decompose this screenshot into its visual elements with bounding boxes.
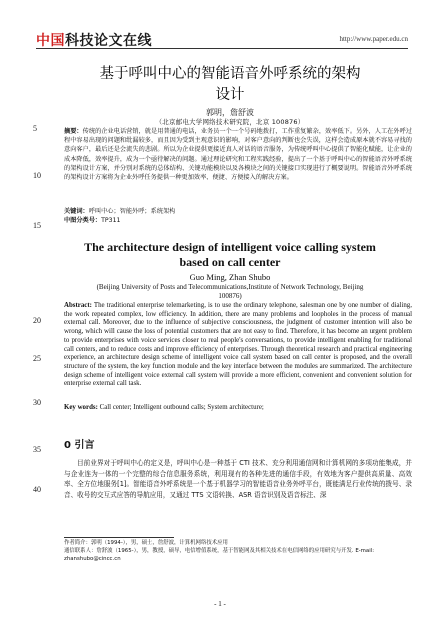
chinese-title [60,64,400,106]
english-keywords-text: Call center; Intelligent outbound calls; System architecture; [99,404,264,411]
chinese-abstract-text: 传统的企业电话营销，就是用普通的电话，业务员一个一个号码地拨打，工作重复繁杂，效率低下。另外，人工在外呼过程中容易出现的问题和纰漏较多，而且因为受到主观意识的影响，对客户意向的判断也会失误，这样会造成原本就不容易寻找的意向客户，最后还是会流失的悲剧。所以为企业提供更接近真人对话的语音服务，为传统呼叫中心提供了智能化赋能，让企业的成本降低，效率提升，成为一个亟待解决的问题。通过理论研究和工程实践经验，提出了一个基于呼叫中心的智能语音外呼系统的架构设计方案，并分别对系统的总体结构、关键功能模块以及各模块之间的关键接口实现进行了概要说明。智能语音外呼系统的架构设计方案将为企业外呼任务提供一种更加效率、便捷、方便接入的解决方案。 [64,128,412,182]
line-number: 15 [33,221,41,230]
section-heading: 0 引言 [64,440,95,451]
header-divider [36,48,408,49]
logo-part-black: 科技论文在线 [65,33,152,49]
footnote-contact: 通信联系人：詹舒波（1965-），男，教授，硕导，电信增值系统，基于智能网及其相关技术在电信网络的应用研究与开发. E-mail: zhanshubo@cincc.cn [64,548,375,562]
chinese-title-line-2: 设计 [215,87,245,103]
site-logo[interactable] [36,30,152,50]
classification-code: TP311 [101,217,121,224]
page-number: - 1 - [214,600,226,608]
english-affiliation [60,283,400,300]
chinese-abstract [64,127,412,207]
english-abstract-label: Abstract: [64,302,92,309]
english-title-line-1: The architecture design of intelligent voice calling system [84,240,376,254]
chinese-keywords-text: 呼叫中心；智能外呼；系统架构 [88,208,176,215]
logo-part-red: 中国 [36,33,65,49]
english-affiliation-line-1: (Beijing University of Posts and Telecommunications,Institute of Network Technology, Beijing [96,283,364,291]
chinese-keywords-label: 关键词： [64,208,89,215]
line-number: 20 [33,316,41,325]
chinese-affiliation: （北京邮电大学网络技术研究院，北京 100876） [155,118,305,126]
site-url-link[interactable]: http://www.paper.edu.cn [339,35,408,43]
line-number: 25 [33,354,41,363]
footnote-author-bio: 作者简介：郭明（1994-），男，硕士，詹舒波，计算机网络技术应用 [64,540,228,546]
english-abstract-text: The traditional enterprise telemarketing, is to use the ordinary telephone, salesman one by one number of dialing, the work repeated complex, low efficiency. In addition, there are many problems and loopholes in the process of manual external call. Moreover, due to the influence of subjective consciousness, the judgment of customer intention will also be wrong, which will cause the loss of potential customers that are not easy to find. Therefore, it has become an urgent problem to provide enterprises with voice services closer to real people's conversations, to provide intelligent enabling for traditional call centers, and to reduce costs and improve efficiency of enterprises. Through theoretical research and practical engineering experience, an architecture design scheme of intelligent voice call system based on call center is proposed, and the overall structure of the system, the key function module and the key interface between the modules are summarized. The architecture design scheme of intelligent voice external call system will provide a more efficient, convenient and convenient solution for enterprise external call task. [64,302,412,388]
footnote-divider [64,537,174,538]
english-abstract [64,302,412,404]
section-body: 目前业界对于呼叫中心的定义是，呼叫中心是一种基于 CTI 技术、充分利用通信网和计算机网的多项功能集成，并与企业连为一体的一个完整的综合信息服务系统，利用现有的各种先进的通信手段，有效地为客户提供高质量、高效率、全方位地服务[1]。智能语音外呼系统是一个基于机器学习的智能语音业务外呼平台，既能满足行业传统的拨号、录音、收号的交互式应答的导航应用，又通过 TTS 文语转换、ASR 语音识别及语音标注、深 [64,459,412,499]
page-header [36,26,408,48]
english-authors: Guo Ming, Zhan Shubo [189,272,271,282]
chinese-authors: 郭明，詹舒波 [206,108,254,117]
chinese-title-line-1: 基于呼叫中心的智能语音外呼系统的架构 [99,66,361,82]
chinese-abstract-label: 摘要： [64,128,83,135]
line-number: 10 [33,171,41,180]
classification-number [64,216,412,225]
english-keywords-label: Key words: [64,404,98,411]
line-number: 35 [33,445,41,454]
line-number: 30 [33,398,41,407]
line-number: 5 [33,124,37,133]
english-affiliation-line-2: 100876) [218,291,242,300]
chinese-keywords [64,207,412,216]
classification-label: 中图分类号： [64,217,102,224]
line-number: 40 [33,485,41,494]
english-title-line-2: based on call center [179,255,281,269]
english-title [60,240,400,270]
english-keywords [64,404,412,413]
